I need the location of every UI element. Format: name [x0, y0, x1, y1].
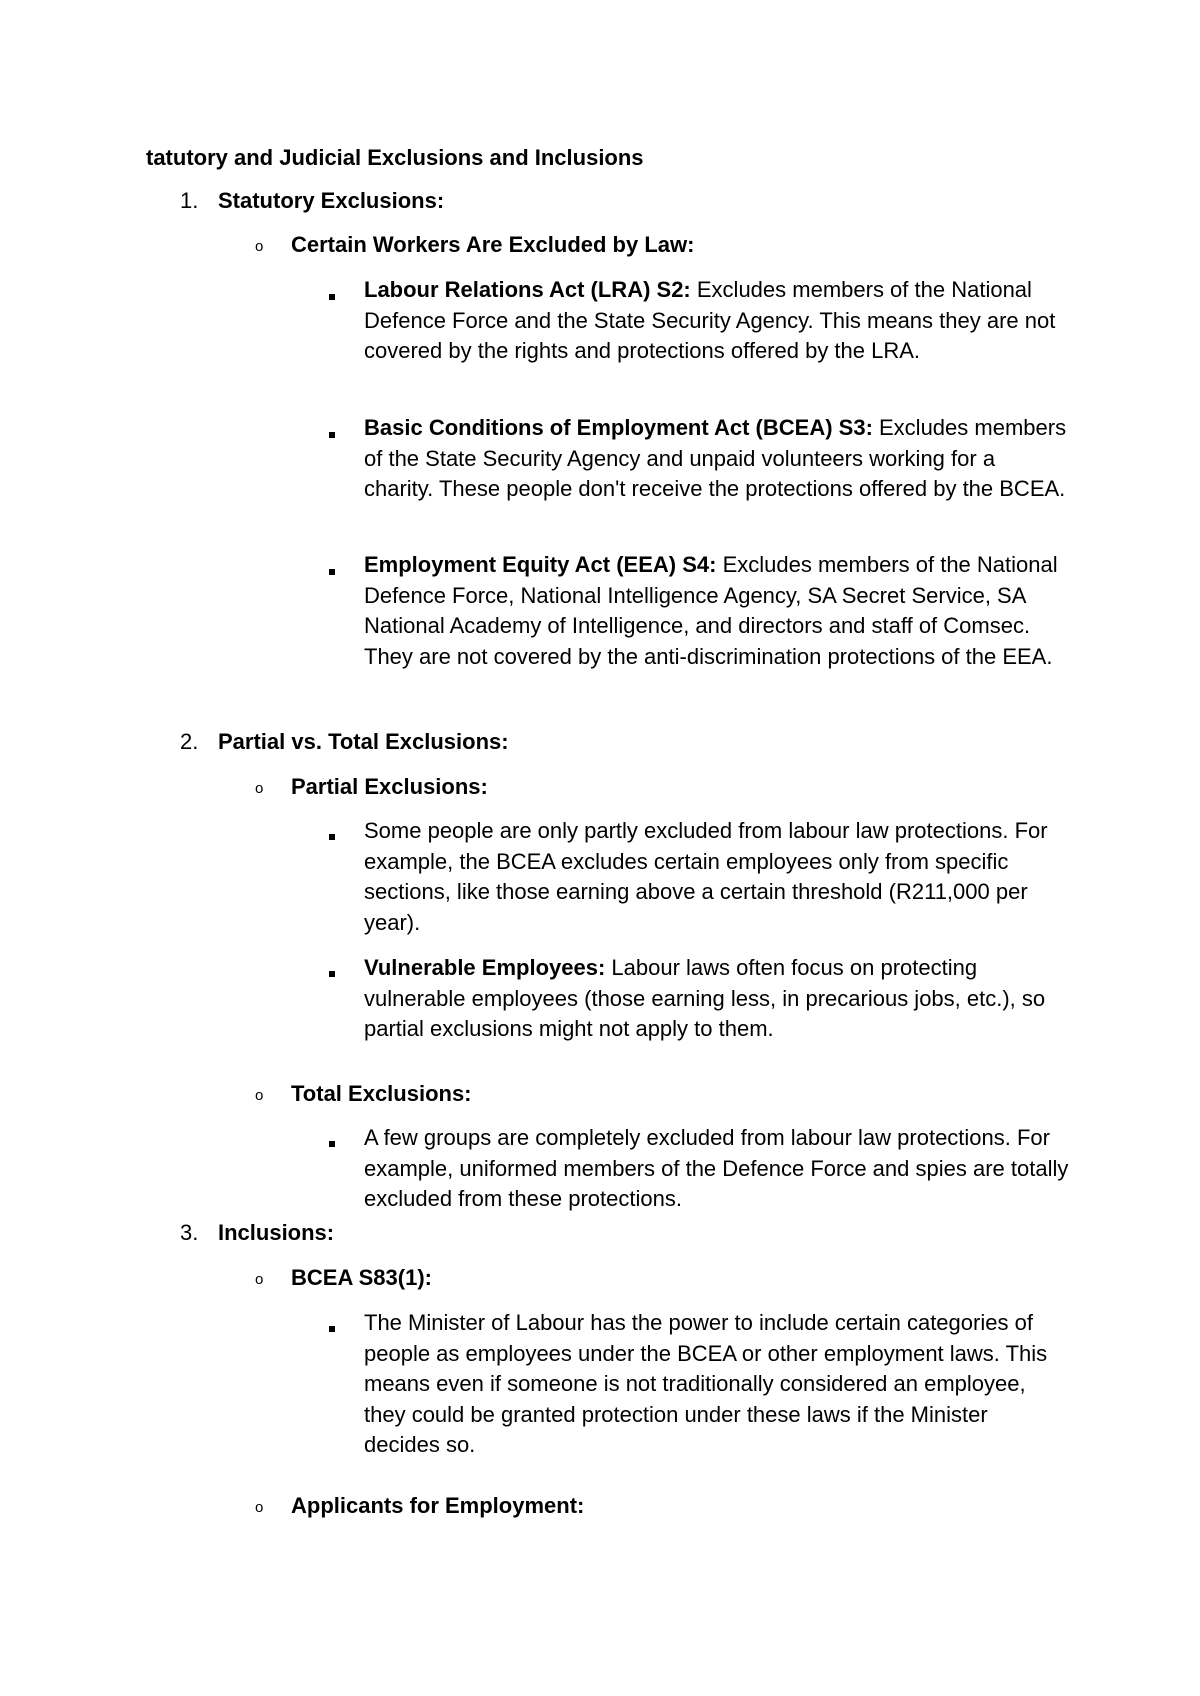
square-bullet-icon: [329, 432, 335, 438]
square-bullet-icon: [329, 1326, 335, 1332]
item-text: A few groups are completely excluded from labour law protections. For example, uniformed members of the Defence Force and spies are totally excluded from these protections.: [364, 1125, 1069, 1211]
section-number: 1.: [180, 188, 199, 213]
item-text: The Minister of Labour has the power to include certain categories of people as employees under the BCEA or other employment laws. This means even if someone is not traditionally considered an employee, they could be granted protection under these laws if the Minister decides so.: [364, 1310, 1048, 1457]
list-item: [364, 1123, 1069, 1215]
circle-bullet-icon: o: [255, 1271, 264, 1288]
subsection-heading: Applicants for Employment:: [291, 1493, 585, 1518]
item-text: Some people are only partly excluded from labour law protections. For example, the BCEA excludes certain employees only from specific sections, like those earning above a certain threshold (R211,000 per year).: [364, 818, 1048, 935]
item-text: Excludes members of the National Defence Force, National Intelligence Agency, SA Secret Service, SA National Academy of Intelligence, and directors and staff of Comsec. They are not covered by the anti-discrimination protections of the EEA.: [364, 552, 1058, 669]
circle-bullet-icon: o: [255, 1087, 264, 1104]
circle-bullet-icon: o: [255, 780, 264, 797]
document-title: tatutory and Judicial Exclusions and Inclusions: [146, 145, 644, 170]
list-item: [364, 413, 1069, 505]
section-number: 2.: [180, 729, 199, 754]
square-bullet-icon: [329, 1141, 335, 1147]
subsection-heading: Certain Workers Are Excluded by Law:: [291, 232, 695, 257]
item-text: Excludes members of the State Security Agency and unpaid volunteers working for a charity. These people don't receive the protections offered by the BCEA.: [364, 415, 1067, 501]
list-item: [364, 953, 1069, 1045]
list-item: [364, 816, 1069, 938]
item-bold-label: Employment Equity Act (EEA) S4:: [364, 552, 717, 577]
section-number: 3.: [180, 1220, 199, 1245]
square-bullet-icon: [329, 971, 335, 977]
item-bold-label: Labour Relations Act (LRA) S2:: [364, 277, 691, 302]
list-item: [364, 550, 1069, 672]
item-text: Labour laws often focus on protecting vulnerable employees (those earning less, in precarious jobs, etc.), so partial exclusions might not apply to them.: [364, 955, 1046, 1041]
subsection-heading: BCEA S83(1):: [291, 1265, 432, 1290]
section-heading: Inclusions:: [218, 1220, 335, 1245]
item-bold-label: Basic Conditions of Employment Act (BCEA) S3:: [364, 415, 873, 440]
square-bullet-icon: [329, 569, 335, 575]
item-text: Excludes members of the National Defence Force and the State Security Agency. This means they are not covered by the rights and protections offered by the LRA.: [364, 277, 1056, 363]
section-heading: Statutory Exclusions:: [218, 188, 445, 213]
square-bullet-icon: [329, 294, 335, 300]
square-bullet-icon: [329, 834, 335, 840]
list-item: [364, 275, 1069, 367]
circle-bullet-icon: o: [255, 1499, 264, 1516]
circle-bullet-icon: o: [255, 238, 264, 255]
subsection-heading: Total Exclusions:: [291, 1081, 472, 1106]
item-bold-label: Vulnerable Employees:: [364, 955, 606, 980]
list-item: [364, 1308, 1069, 1461]
subsection-heading: Partial Exclusions:: [291, 774, 488, 799]
section-heading: Partial vs. Total Exclusions:: [218, 729, 509, 754]
